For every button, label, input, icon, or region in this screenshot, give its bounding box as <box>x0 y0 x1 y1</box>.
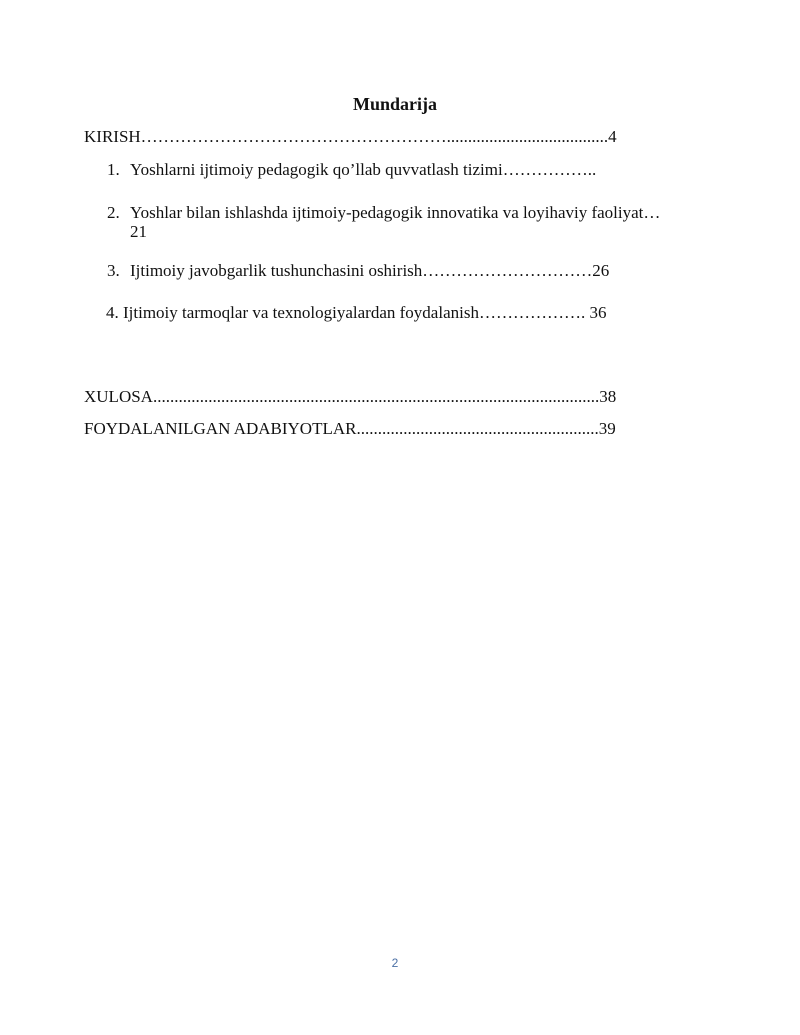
toc-entry-number: 1. <box>107 160 120 179</box>
toc-entry-3 <box>107 261 609 281</box>
toc-entry-1 <box>107 160 596 180</box>
page-number: 2 <box>391 956 399 970</box>
toc-entry-2 <box>107 203 660 223</box>
toc-entry-2-page: 21 <box>130 222 147 241</box>
toc-entry-text: Yoshlar bilan ishlashda ijtimoiy-pedagogik innovatika va loyihaviy faoliyat… <box>130 203 661 222</box>
page-title: Mundarija <box>352 94 437 114</box>
toc-entry-number: 2. <box>107 203 120 222</box>
toc-entry-text: Ijtimoiy javobgarlik tushunchasini oshirish…………………………26 <box>130 261 610 280</box>
toc-entry-4: 4. Ijtimoiy tarmoqlar va texnologiyalardan foydalanish………………. 36 <box>106 303 607 322</box>
toc-entry-number: 3. <box>107 261 120 280</box>
toc-entry-conclusion: XULOSA.........................................................................................................38 <box>84 387 617 406</box>
toc-entry-intro: KIRISH………………………………………………......................................4 <box>84 127 617 146</box>
toc-entry-references: FOYDALANILGAN ADABIYOTLAR.........................................................39 <box>84 419 616 438</box>
toc-entry-text: Yoshlarni ijtimoiy pedagogik qo’llab quvvatlash tizimi…………….. <box>130 160 597 179</box>
